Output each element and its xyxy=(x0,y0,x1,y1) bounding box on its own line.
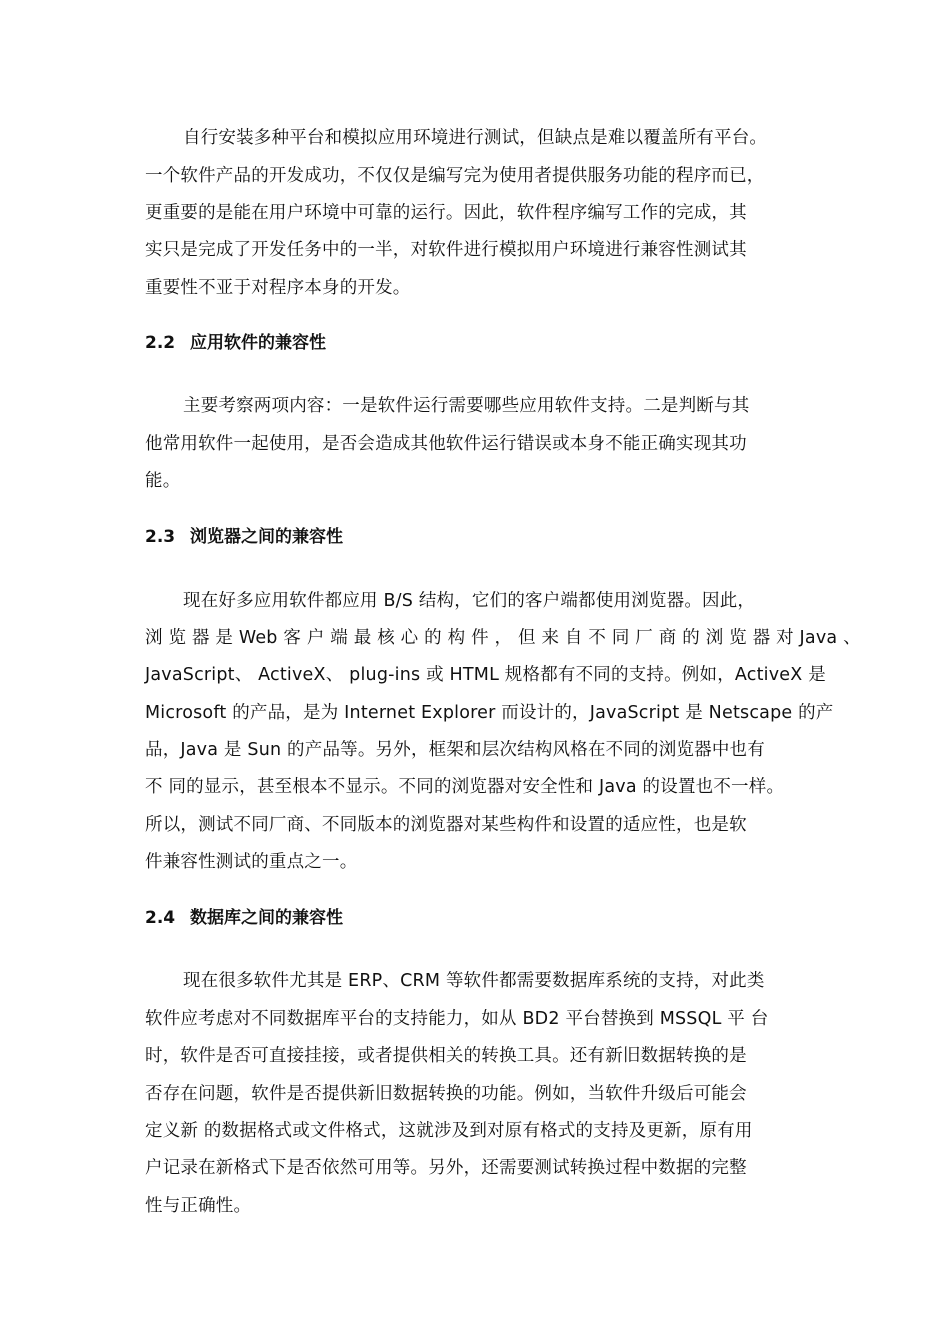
paragraph-line: 一个软件产品的开发成功，不仅仅是编写完为使用者提供服务功能的程序而已， xyxy=(145,166,765,186)
paragraph-line: 现在很多软件尤其是 ERP、CRM 等软件都需要数据库系统的支持，对此类 xyxy=(183,971,765,991)
paragraph-line: 实只是完成了开发任务中的一半，对软件进行模拟用户环境进行兼容性测试其 xyxy=(145,240,747,260)
paragraph-line: Microsoft 的产品，是为 Internet Explorer 而设计的，JavaScript 是 Netscape 的产 xyxy=(145,703,834,723)
paragraph-line: 性与正确性。 xyxy=(145,1196,252,1216)
section-number: 2.2 xyxy=(145,333,176,353)
section-number: 2.4 xyxy=(145,908,176,928)
paragraph-line: 更重要的是能在用户环境中可靠的运行。因此，软件程序编写工作的完成，其 xyxy=(145,203,747,223)
paragraph-line: 现在好多应用软件都应用 B/S 结构，它们的客户端都使用浏览器。因此， xyxy=(183,591,756,611)
section-title: 数据库之间的兼容性 xyxy=(190,908,343,928)
section-heading-2-4 xyxy=(145,906,343,930)
paragraph-line: 软件应考虑对不同数据库平台的支持能力，如从 BD2 平台替换到 MSSQL 平 台 xyxy=(145,1009,769,1029)
paragraph-line: 否存在问题，软件是否提供新旧数据转换的功能。例如，当软件升级后可能会 xyxy=(145,1084,747,1104)
section-title: 浏览器之间的兼容性 xyxy=(190,527,343,547)
paragraph-line: 不 同的显示，甚至根本不显示。不同的浏览器对安全性和 Java 的设置也不一样。 xyxy=(145,777,785,797)
paragraph-line: 时，软件是否可直接挂接，或者提供相关的转换工具。还有新旧数据转换的是 xyxy=(145,1046,747,1066)
section-number: 2.3 xyxy=(145,527,176,547)
paragraph-line: 品，Java 是 Sun 的产品等。另外，框架和层次结构风格在不同的浏览器中也有 xyxy=(145,740,765,760)
paragraph-line: JavaScript、 ActiveX、 plug-ins 或 HTML 规格都有不同的支持。例如，ActiveX 是 xyxy=(145,665,826,685)
section-title: 应用软件的兼容性 xyxy=(190,333,326,353)
paragraph-line: 件兼容性测试的重点之一。 xyxy=(145,852,358,872)
paragraph-line: 主要考察两项内容：一是软件运行需要哪些应用软件支持。二是判断与其 xyxy=(183,396,750,416)
section-heading-2-2 xyxy=(145,331,326,355)
paragraph-line: 浏 览 器 是 Web 客 户 端 最 核 心 的 构 件 ， 但 来 自 不 同 厂 商 的 浏 览 器 对 Java 、 xyxy=(145,628,861,648)
paragraph-line: 重要性不亚于对程序本身的开发。 xyxy=(145,278,411,298)
paragraph-line: 所以，测试不同厂商、不同版本的浏览器对某些构件和设置的适应性，也是软 xyxy=(145,815,747,835)
paragraph-line: 他常用软件一起使用，是否会造成其他软件运行错误或本身不能正确实现其功 xyxy=(145,434,747,454)
section-heading-2-3 xyxy=(145,525,343,549)
paragraph-line: 户记录在新格式下是否依然可用等。另外，还需要测试转换过程中数据的完整 xyxy=(145,1158,747,1178)
paragraph-line: 自行安装多种平台和模拟应用环境进行测试，但缺点是难以覆盖所有平台。 xyxy=(183,128,768,148)
paragraph-line: 能。 xyxy=(145,471,181,491)
paragraph-line: 定义新 的数据格式或文件格式，这就涉及到对原有格式的支持及更新，原有用 xyxy=(145,1121,753,1141)
